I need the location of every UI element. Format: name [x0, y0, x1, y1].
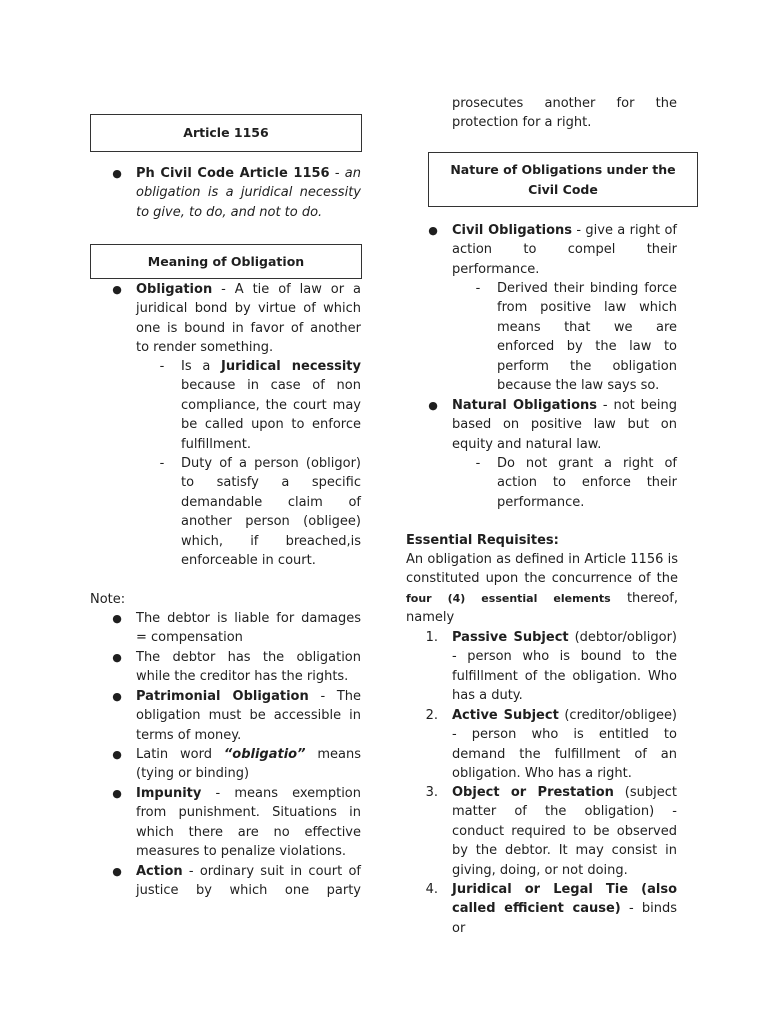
element-item: Object or Prestation (subject matter of the obligation) - conduct required to be observed by the debtor. It may consist in giving, doing, or not doing.	[452, 785, 677, 878]
bullet-icon: ●	[112, 787, 122, 800]
note-item: Impunity - means exemption from punishment. Situations in which there are no effective measures to penalize violations.	[136, 786, 361, 860]
list-number: 4.	[425, 882, 438, 897]
list-number: 2.	[425, 708, 438, 723]
civil-obligations-item: Civil Obligations - give a right of action to compel their performance.	[452, 223, 678, 277]
dash-icon: -	[475, 456, 481, 471]
bullet-icon: ●	[112, 283, 122, 296]
juridical-necessity-item: Is a Juridical necessity because in case of non compliance, the court may be called upon to enforce fulfillment.	[181, 359, 361, 452]
dash-icon: -	[159, 359, 165, 374]
nature-heading: Nature of Obligations under the Civil Code	[450, 161, 676, 197]
bullet-icon: ●	[112, 651, 122, 664]
article-heading: Article 1156	[183, 125, 269, 140]
civil-obligations-sub: Derived their binding force from positive law which means that we are enforced by the law to perform the obligation because the law says so.	[497, 281, 677, 394]
bullet-icon: ●	[112, 690, 122, 703]
article-heading-box	[90, 114, 362, 152]
continued-text: prosecutes another for the protection for a right.	[452, 96, 677, 131]
natural-obligations-item: Natural Obligations - not being based on positive law but on equity and natural law.	[452, 398, 678, 452]
civil-code-definition: Ph Civil Code Article 1156 - an obligation is a juridical necessity to give, to do, and not to do.	[136, 166, 361, 220]
bullet-icon: ●	[112, 612, 122, 625]
natural-obligations-sub: Do not grant a right of action to enforce their performance.	[497, 456, 677, 510]
note-item: Latin word “obligatio” means (tying or binding)	[136, 747, 361, 782]
element-item: Passive Subject (debtor/obligor) - person who is bound to the fulfillment of the obligation. Who has a duty.	[452, 630, 677, 704]
meaning-heading: Meaning of Obligation	[147, 253, 305, 269]
element-item: Juridical or Legal Tie (also called efficient cause) - binds or	[452, 882, 677, 936]
bullet-icon: ●	[428, 224, 438, 237]
meaning-heading-box	[90, 244, 362, 279]
element-item: Active Subject (creditor/obligee) - person who is entitled to demand the fulfillment of an obligation. Who has a right.	[452, 708, 678, 782]
list-number: 3.	[425, 785, 438, 800]
dash-icon: -	[475, 281, 481, 296]
note-item: The debtor is liable for damages = compensation	[136, 611, 361, 646]
essential-requisites-text: An obligation as defined in Article 1156 is constituted upon the concurrence of the four (4) essential elements thereof, namely	[406, 552, 678, 626]
obligation-definition: Obligation - A tie of law or a juridical bond by virtue of which one is bound in favor of another to render something.	[136, 282, 361, 356]
note-item: The debtor has the obligation while the creditor has the rights.	[136, 650, 361, 685]
bullet-icon: ●	[112, 748, 122, 761]
essential-requisites-heading: Essential Requisites:	[406, 533, 559, 548]
bullet-icon: ●	[112, 865, 122, 878]
bullet-icon: ●	[112, 167, 122, 180]
dash-icon: -	[159, 456, 165, 471]
duty-item: Duty of a person (obligor) to satisfy a specific demandable claim of another person (obligee) which, if breached,is enforceable in court.	[181, 456, 361, 569]
note-item: Patrimonial Obligation - The obligation must be accessible in terms of money.	[136, 689, 361, 743]
list-number: 1.	[425, 630, 438, 645]
note-label: Note:	[90, 592, 126, 607]
nature-heading-box	[428, 152, 698, 207]
bullet-icon: ●	[428, 399, 438, 412]
note-item: Action - ordinary suit in court of justice by which one party	[136, 864, 361, 899]
